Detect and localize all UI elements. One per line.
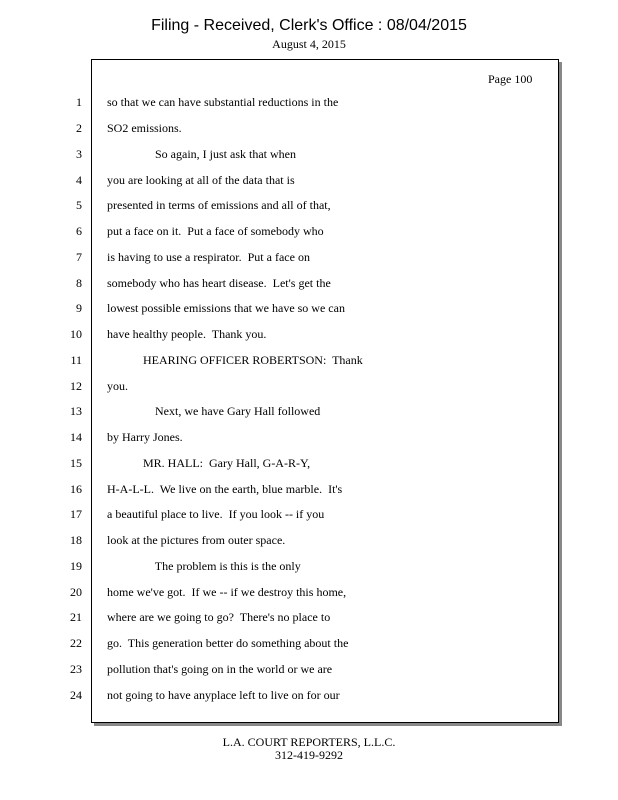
line-number: 11 [70,353,82,367]
line-text: HEARING OFFICER ROBERTSON: Thank [107,353,363,367]
line-number: 10 [70,327,82,341]
line-number: 21 [70,610,82,624]
line-text: home we've got. If we -- if we destroy this home, [107,585,347,599]
line-number: 18 [70,533,82,547]
line-number: 14 [70,430,82,444]
filing-stamp: Filing - Received, Clerk's Office : 08/04/2015 [151,17,467,34]
line-text: you. [107,379,128,393]
line-number: 8 [76,276,82,290]
line-number: 3 [76,147,82,161]
line-number: 16 [70,482,82,496]
line-number: 7 [76,250,82,264]
line-text: MR. HALL: Gary Hall, G-A-R-Y, [107,456,311,470]
line-text: is having to use a respirator. Put a face on [107,250,310,264]
line-text: where are we going to go? There's no place to [107,610,331,624]
line-number: 20 [70,585,82,599]
line-text: SO2 emissions. [107,121,182,135]
line-number: 22 [70,636,82,650]
line-text: presented in terms of emissions and all of that, [107,198,331,212]
line-text: pollution that's going on in the world or we are [107,662,333,676]
line-number: 13 [70,404,82,418]
hearing-date: August 4, 2015 [272,37,346,51]
line-text: put a face on it. Put a face of somebody who [107,224,324,238]
line-number: 4 [76,173,82,187]
line-text: a beautiful place to live. If you look -- if you [107,507,325,521]
line-text: H-A-L-L. We live on the earth, blue marble. It's [107,482,343,496]
line-number: 15 [70,456,82,470]
line-number: 6 [76,224,82,238]
line-text: go. This generation better do something about the [107,636,349,650]
line-text: Next, we have Gary Hall followed [107,404,321,418]
line-text: look at the pictures from outer space. [107,533,286,547]
line-number: 1 [76,95,82,109]
line-text: you are looking at all of the data that is [107,173,295,187]
line-number: 19 [70,559,82,573]
line-number: 12 [70,379,82,393]
line-text: lowest possible emissions that we have so we can [107,301,345,315]
line-text: so that we can have substantial reductions in the [107,95,339,109]
line-number: 17 [70,507,82,521]
line-number: 23 [70,662,82,676]
line-text: So again, I just ask that when [107,147,296,161]
line-number: 5 [76,198,82,212]
line-number: 9 [76,301,82,315]
line-text: have healthy people. Thank you. [107,327,267,341]
court-reporter-phone: 312-419-9292 [275,748,343,762]
line-text: somebody who has heart disease. Let's get the [107,276,331,290]
line-number: 24 [70,688,82,702]
line-text: not going to have anyplace left to live on for our [107,688,340,702]
court-reporter-name: L.A. COURT REPORTERS, L.L.C. [222,735,396,749]
line-text: The problem is this is the only [107,559,301,573]
line-number: 2 [76,121,82,135]
line-text: by Harry Jones. [107,430,183,444]
page-number: Page 100 [488,72,533,86]
